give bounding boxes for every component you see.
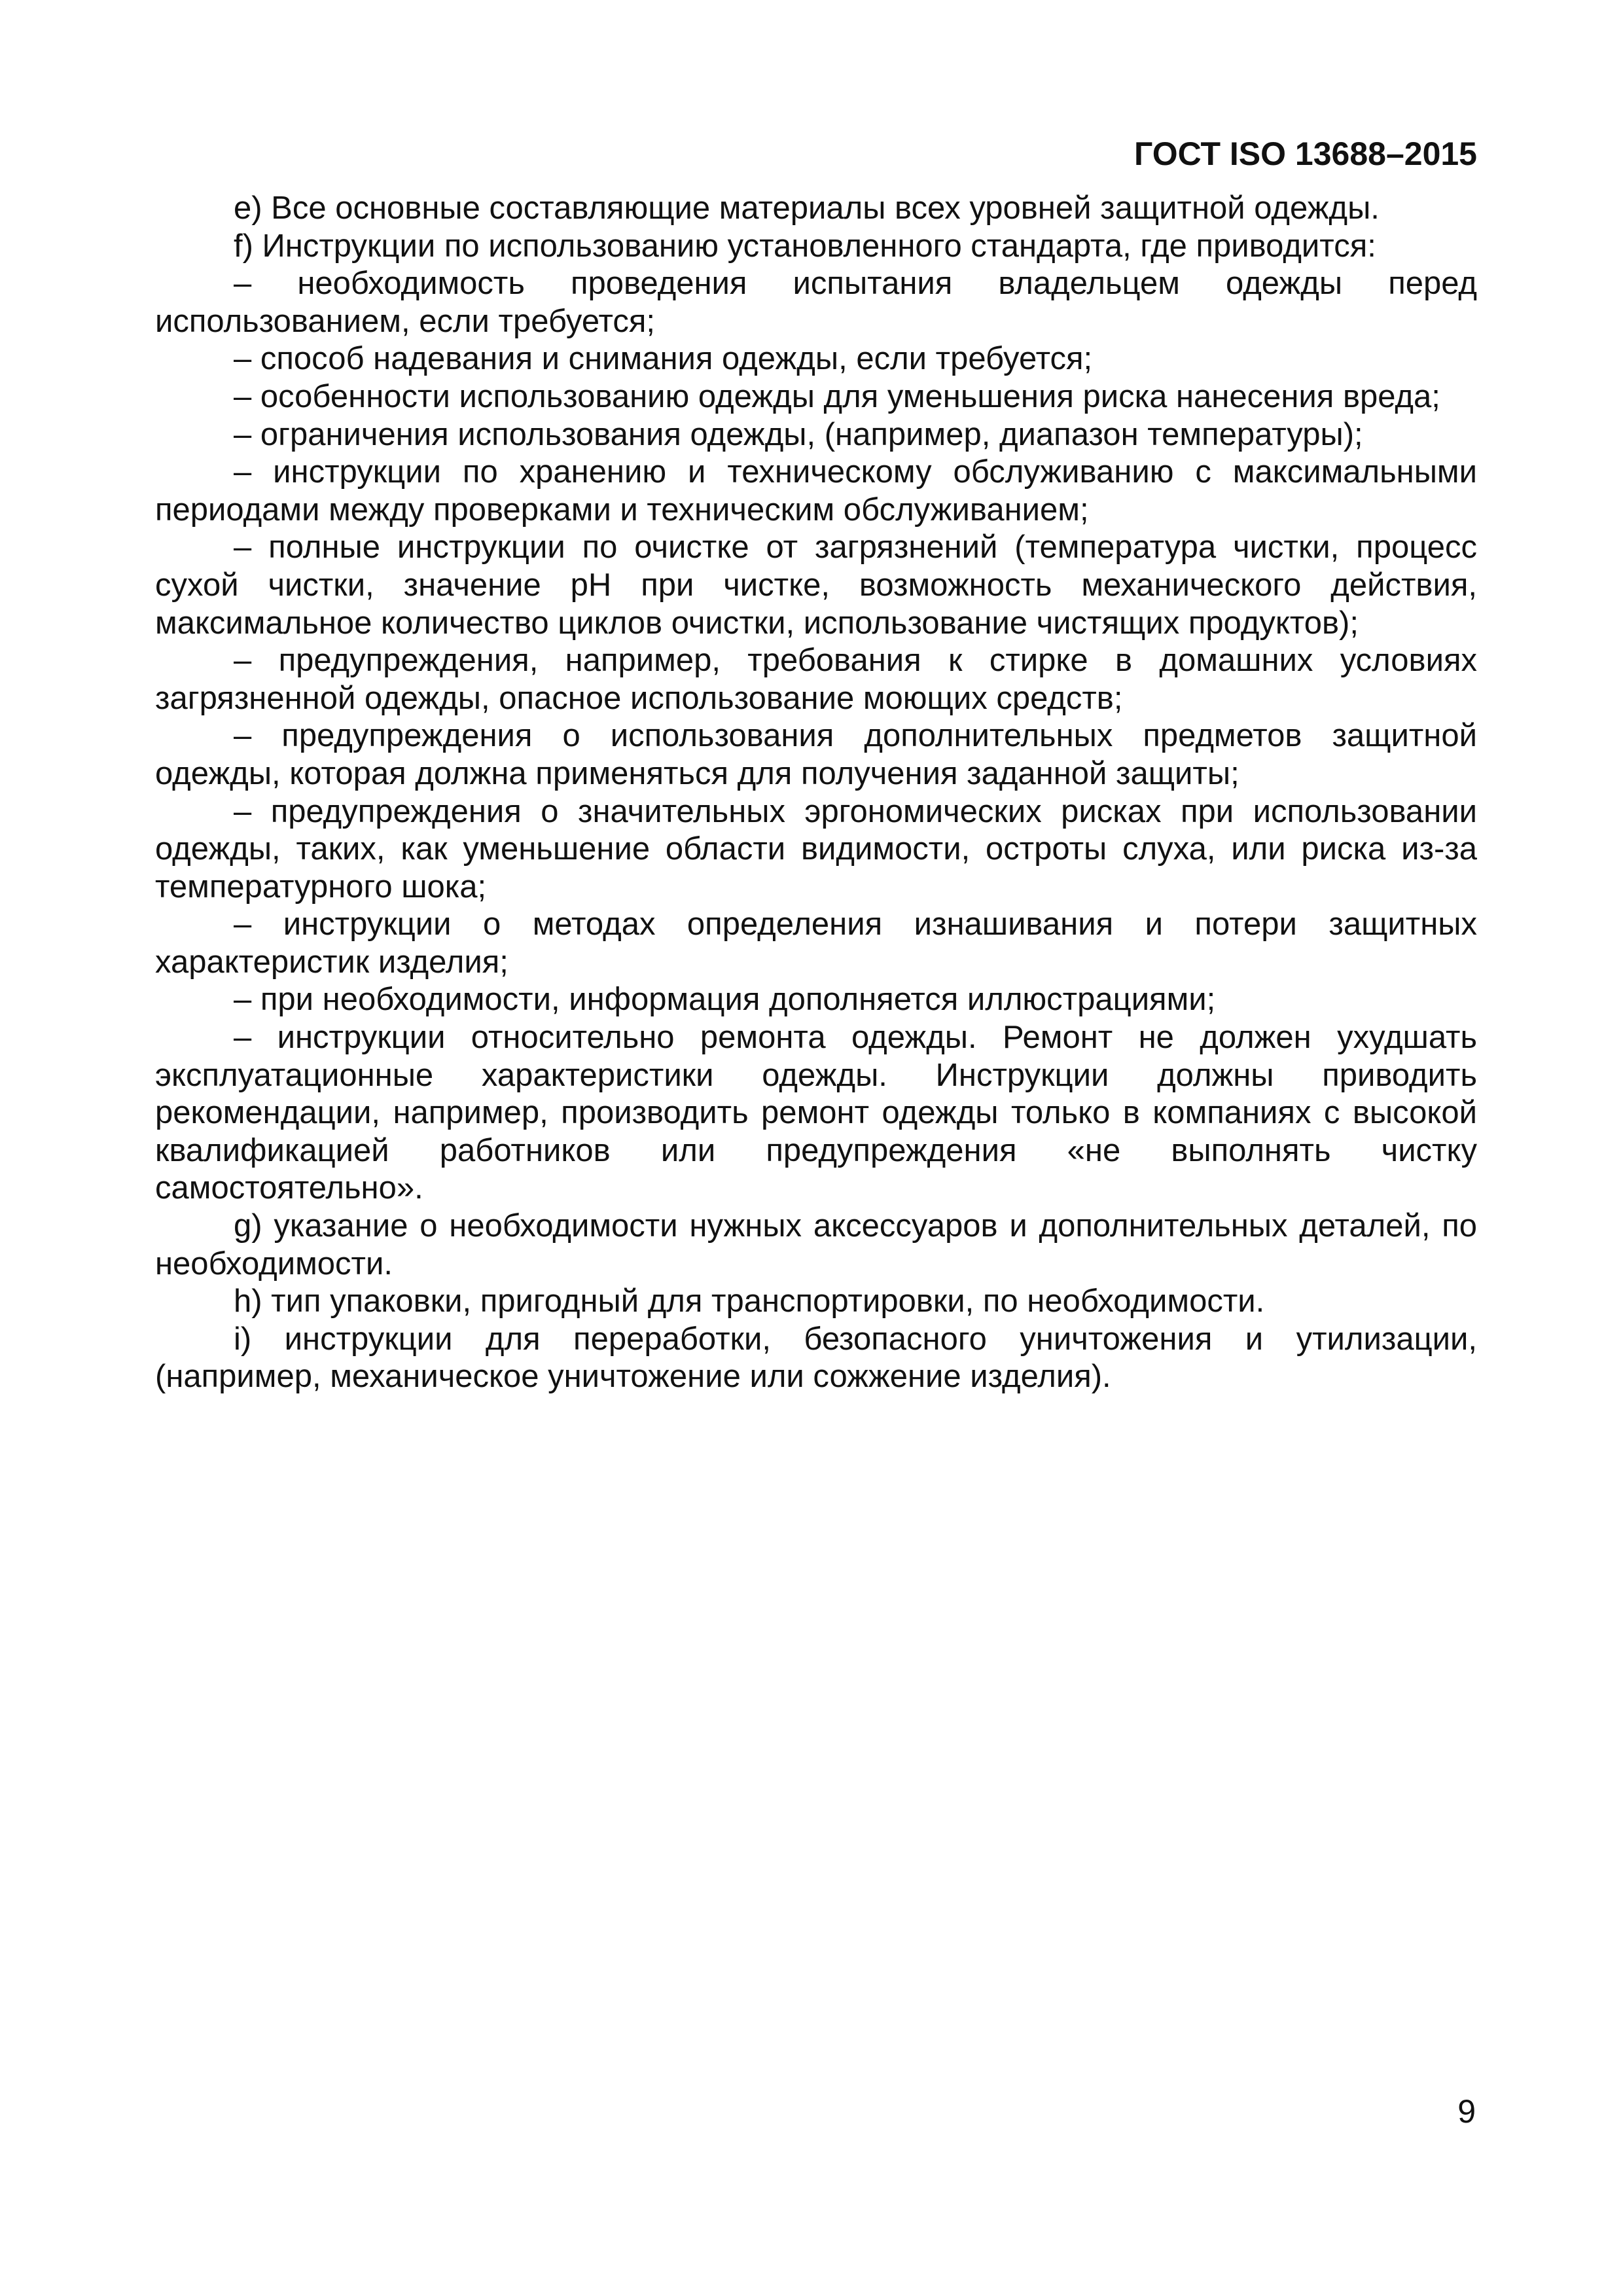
- list-item-storage-maintenance: – инструкции по хранению и техническому обслуживанию с максимальными периодами между проверками и техническим обслуживанием;: [155, 454, 1477, 528]
- paragraph-item-h: h) тип упаковки, пригодный для транспортировки, по необходимости.: [234, 1283, 1265, 1319]
- paragraph-item-f: f) Инструкции по использованию установленного стандарта, где приводится:: [234, 228, 1376, 264]
- list-item-washing-warnings: – предупреждения, например, требования к стирке в домашних условиях загрязненной одежды, опасное использование моющих средств;: [155, 643, 1477, 716]
- paragraph-item-e: е) Все основные составляющие материалы всех уровней защитной одежды.: [234, 190, 1380, 226]
- list-item-usage-limits: – ограничения использования одежды, (например, диапазон температуры);: [234, 416, 1363, 452]
- document-body: [155, 190, 1477, 1396]
- list-item-cleaning-instructions: – полные инструкции по очистке от загрязнений (температура чистки, процесс сухой чистки, значение pH при чистке, возможность механического действия, максимальное количество циклов очистки, использование чистящих продуктов);: [155, 529, 1477, 641]
- list-item-ergonomic-risks: – предупреждения о значительных эргономических рисках при использовании одежды, таких, как уменьшение области видимости, остроты слуха, или риска из-за температурного шока;: [155, 793, 1477, 905]
- list-item-testing-before-use: – необходимость проведения испытания владельцем одежды перед использованием, если требуется;: [155, 266, 1477, 339]
- list-item-additional-items-warnings: – предупреждения о использования дополнительных предметов защитной одежды, которая должна применяться для получения заданной защиты;: [155, 718, 1477, 791]
- list-item-repair-instructions: – инструкции относительно ремонта одежды. Ремонт не должен ухудшать эксплуатационные характеристики одежды. Инструкции должны приводить рекомендации, например, производить ремонт одежды только в компаниях с высокой квалификацией работников или предупреждения «не выполнять чистку самостоятельно».: [155, 1020, 1477, 1206]
- list-item-donning-doffing: – способ надевания и снимания одежды, если требуется;: [234, 341, 1093, 377]
- list-item-illustrations: – при необходимости, информация дополняется иллюстрациями;: [234, 982, 1216, 1018]
- paragraph-item-g: g) указание о необходимости нужных аксессуаров и дополнительных деталей, по необходимости.: [155, 1208, 1477, 1282]
- list-item-wear-detection: – инструкции о методах определения изнашивания и потери защитных характеристик изделия;: [155, 906, 1477, 980]
- document-code-header: ГОСТ ISO 13688–2015: [1134, 135, 1477, 172]
- paragraph-item-i: i) инструкции для переработки, безопасного уничтожения и утилизации, (например, механическое уничтожение или сожжение изделия).: [155, 1321, 1477, 1395]
- list-item-usage-features: – особенности использованию одежды для уменьшения риска нанесения вреда;: [234, 378, 1440, 414]
- page-number: 9: [1457, 2093, 1476, 2130]
